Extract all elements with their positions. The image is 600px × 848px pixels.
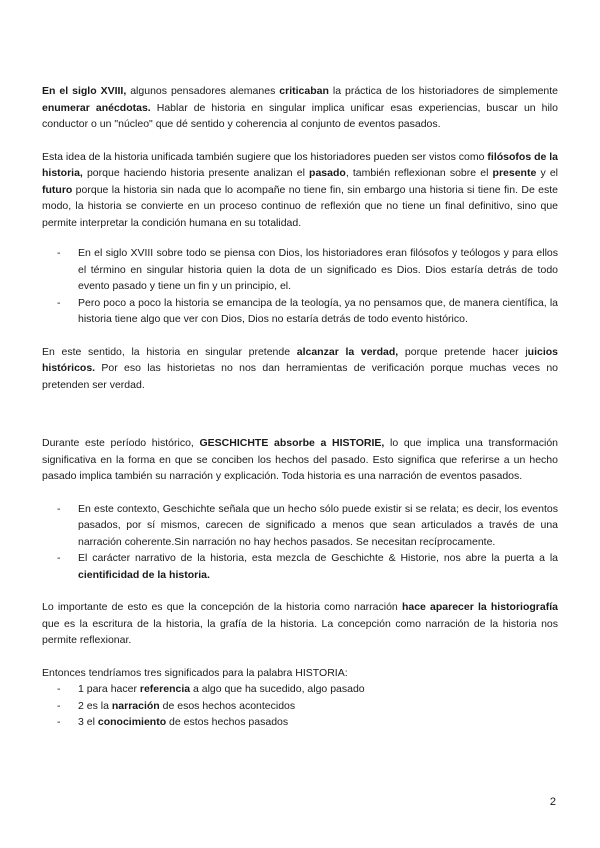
- list-item: - En este contexto, Geschichte señala que un hecho sólo puede existir si se relata; es decir, los eventos pasados, por sí mismos, carecen de significado a menos que sean articulados a través de una narración coherente.Sin narración no hay hechos pasados. Se necesitan recíprocamente.: [78, 501, 558, 551]
- bold-text: conocimiento: [97, 716, 167, 728]
- bold-text: En el siglo XVIII,: [42, 85, 127, 97]
- list-item: [78, 681, 558, 698]
- text: 3 el: [78, 716, 98, 728]
- text: En este sentido, la historia en singular pretende: [42, 345, 297, 358]
- text: algunos pensadores alemanes: [126, 85, 280, 97]
- text: Durante este período histórico,: [42, 437, 200, 449]
- text: Hablar de historia en singular implica unificar esas experiencias, buscar un hilo conductor o un "núcleo" que dé sentido y coherencia al conjunto de eventos pasados.: [42, 101, 558, 130]
- list-item: - Pero poco a poco la historia se emancipa de la teología, ya no pensamos que, de manera científica, la historia tiene algo que ver con Dios, Dios no estaría detrás de todo evento histórico.: [78, 295, 558, 328]
- text: que es la escritura de la historia, la grafía de la historia. La concepción como narración de la historia nos permite reflexionar.: [42, 617, 558, 646]
- list-item: - En el siglo XVIII sobre todo se piensa con Dios, los historiadores eran filósofos y teólogos y para ellos el término en singular historia quien la dota de un significado es Dios. Dios estaría detrás de todo evento pasado y tiene un fin y un principio, el.: [78, 245, 558, 295]
- text: El carácter narrativo de la historia, esta mezcla de Geschichte & Historie, nos abre la puerta a la: [78, 552, 558, 564]
- bold-text: filósofos de la historia,: [42, 150, 559, 179]
- text: , también reflexionan sobre el: [345, 167, 493, 179]
- bold-text: referencia: [139, 683, 191, 695]
- bold-text: pasado: [309, 167, 346, 179]
- paragraph-verdad: [42, 344, 558, 394]
- bold-text: criticaban: [279, 85, 329, 97]
- list-item: [78, 550, 558, 583]
- text: 2 es la: [78, 699, 112, 712]
- dash-list-significados: [42, 681, 558, 731]
- paragraph-historiografia: [42, 599, 558, 649]
- bold-text: alcanzar la verdad,: [296, 345, 399, 358]
- paragraph-geschichte: [42, 435, 558, 485]
- paragraph-tres-significados: Entonces tendríamos tres significados para la palabra HISTORIA:: [42, 666, 348, 679]
- page-number: 2: [549, 796, 556, 808]
- bold-text: hace aparecer la historiografía: [401, 601, 558, 613]
- text: a algo que ha sucedido, algo pasado: [190, 683, 365, 695]
- bold-text: narración: [111, 699, 160, 712]
- text: porque pretende hacer j: [398, 345, 528, 358]
- paragraph-siglo-xviii: [42, 83, 558, 133]
- bold-text: enumerar anécdotas.: [42, 101, 151, 114]
- dash-list-narracion: [42, 501, 558, 584]
- document-body: [42, 83, 558, 731]
- dash-list-dios: [42, 245, 558, 328]
- text: porque la historia sin nada que lo acompañe no tiene fin, sin embargo una historia si tiene fin. De este modo, la historia se convierte en un proceso continuo de reflexión que no tiene un final definitivo, sino que permite interpretar la condición humana en su totalidad.: [42, 183, 558, 229]
- text: porque haciendo historia presente analizan el: [82, 167, 310, 179]
- text: y el: [536, 167, 558, 179]
- text: Esta idea de la historia unificada también sugiere que los historiadores pueden ser vistos como: [42, 150, 488, 163]
- bold-text: presente: [492, 167, 537, 179]
- text: lo que implica una transformación significativa en la forma en que se conciben los hechos del pasado. Esto significa que referirse a un hecho pasado implica también su narración y explicación. Toda historia es una narración de eventos pasados.: [42, 437, 559, 482]
- text: de estos hechos pasados: [166, 716, 289, 728]
- bold-text: uicios históricos.: [42, 345, 559, 374]
- paragraph-historia-unificada: [42, 149, 558, 232]
- bold-text: cientificidad de la historia.: [78, 568, 210, 581]
- list-item: [78, 714, 558, 731]
- text: de esos hechos acontecidos: [159, 699, 296, 712]
- bold-text: futuro: [42, 183, 73, 196]
- text: la práctica de los historiadores de simplemente: [328, 85, 559, 97]
- list-item: [78, 698, 558, 715]
- text: Lo importante de esto es que la concepción de la historia como narración: [42, 601, 402, 613]
- text: Por eso las historietas no nos dan herramientas de verificación porque muchas veces no pretenden ser verdad.: [42, 362, 558, 391]
- bold-text: GESCHICHTE absorbe a HISTORIE,: [199, 437, 385, 449]
- text: 1 para hacer: [78, 683, 140, 695]
